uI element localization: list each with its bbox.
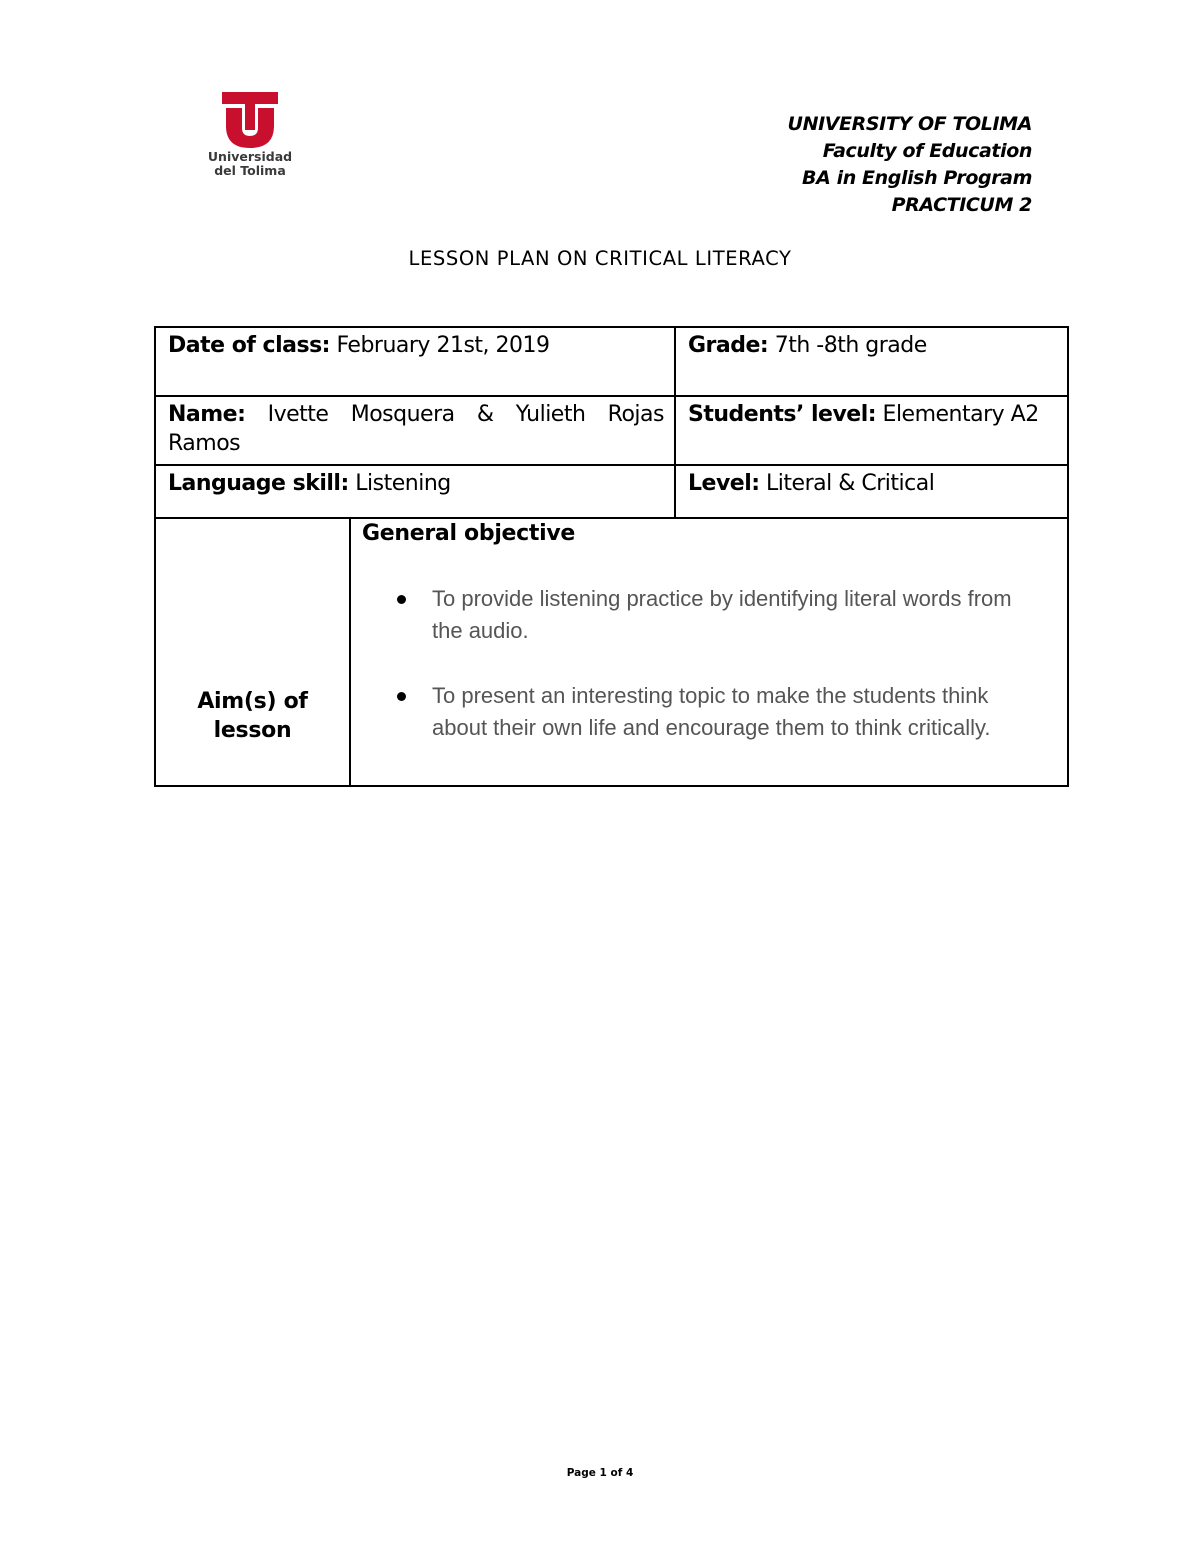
name-continuation: Ramos — [168, 431, 241, 456]
lesson-plan-table — [154, 326, 1069, 787]
date-cell — [156, 328, 676, 395]
page-number: Page 1 of 4 — [566, 1467, 634, 1479]
name-word: & — [476, 402, 494, 427]
list-item — [397, 583, 1047, 647]
objective-text — [432, 583, 1047, 647]
grade-cell — [676, 328, 1066, 395]
objective-line: To present an interesting topic to make the students think — [432, 683, 989, 708]
general-objective-heading: General objective — [362, 521, 576, 546]
table-row — [156, 397, 1067, 466]
logo-text-line1: Universidad — [207, 149, 293, 164]
date-label: Date of class: — [168, 333, 330, 358]
table-row — [156, 328, 1067, 397]
logo-text-line2: del Tolima — [214, 163, 286, 178]
university-name: UNIVERSITY OF TOLIMA — [787, 113, 1032, 135]
grade-label: Grade: — [688, 333, 769, 358]
level-cell — [676, 466, 1066, 517]
aims-label-cell — [156, 519, 351, 785]
objective-text — [432, 680, 1047, 744]
grade-value: 7th -8th grade — [774, 333, 927, 358]
students-level-label: Students’ level: — [688, 402, 877, 427]
table-row — [156, 466, 1067, 519]
language-skill-cell — [156, 466, 676, 517]
students-level-cell — [676, 397, 1066, 464]
university-shield-icon — [222, 92, 278, 148]
list-item — [397, 680, 1047, 744]
name-line — [168, 400, 664, 429]
aims-label-line1: Aim(s) of — [197, 689, 308, 714]
language-skill-label: Language skill: — [168, 471, 349, 496]
name-cell — [156, 397, 676, 464]
name-word: Yulieth — [515, 402, 586, 427]
institution-header — [788, 111, 1032, 219]
aims-label-line2: lesson — [213, 718, 292, 743]
document-title: LESSON PLAN ON CRITICAL LITERACY — [408, 247, 792, 270]
faculty-name: Faculty of Education — [822, 140, 1032, 162]
objectives-cell — [351, 519, 1067, 785]
name-label: Name: — [168, 402, 246, 427]
bullet-icon — [397, 595, 406, 604]
name-word: Rojas — [607, 402, 664, 427]
level-value: Literal & Critical — [766, 471, 935, 496]
program-name: BA in English Program — [802, 167, 1032, 189]
language-skill-value: Listening — [355, 471, 451, 496]
aims-label — [156, 687, 349, 745]
name-word: Ivette — [267, 402, 329, 427]
students-level-value: Elementary A2 — [882, 402, 1039, 427]
level-label: Level: — [688, 471, 760, 496]
table-row — [156, 519, 1067, 785]
university-logo — [200, 92, 300, 182]
name-word: Mosquera — [350, 402, 455, 427]
date-value: February 21st, 2019 — [336, 333, 550, 358]
bullet-icon — [397, 692, 406, 701]
objective-line: the audio. — [432, 618, 529, 643]
objective-line: about their own life and encourage them to think critically. — [432, 715, 991, 740]
course-name: PRACTICUM 2 — [891, 194, 1032, 216]
objective-line: To provide listening practice by identifying literal words from — [432, 586, 1012, 611]
